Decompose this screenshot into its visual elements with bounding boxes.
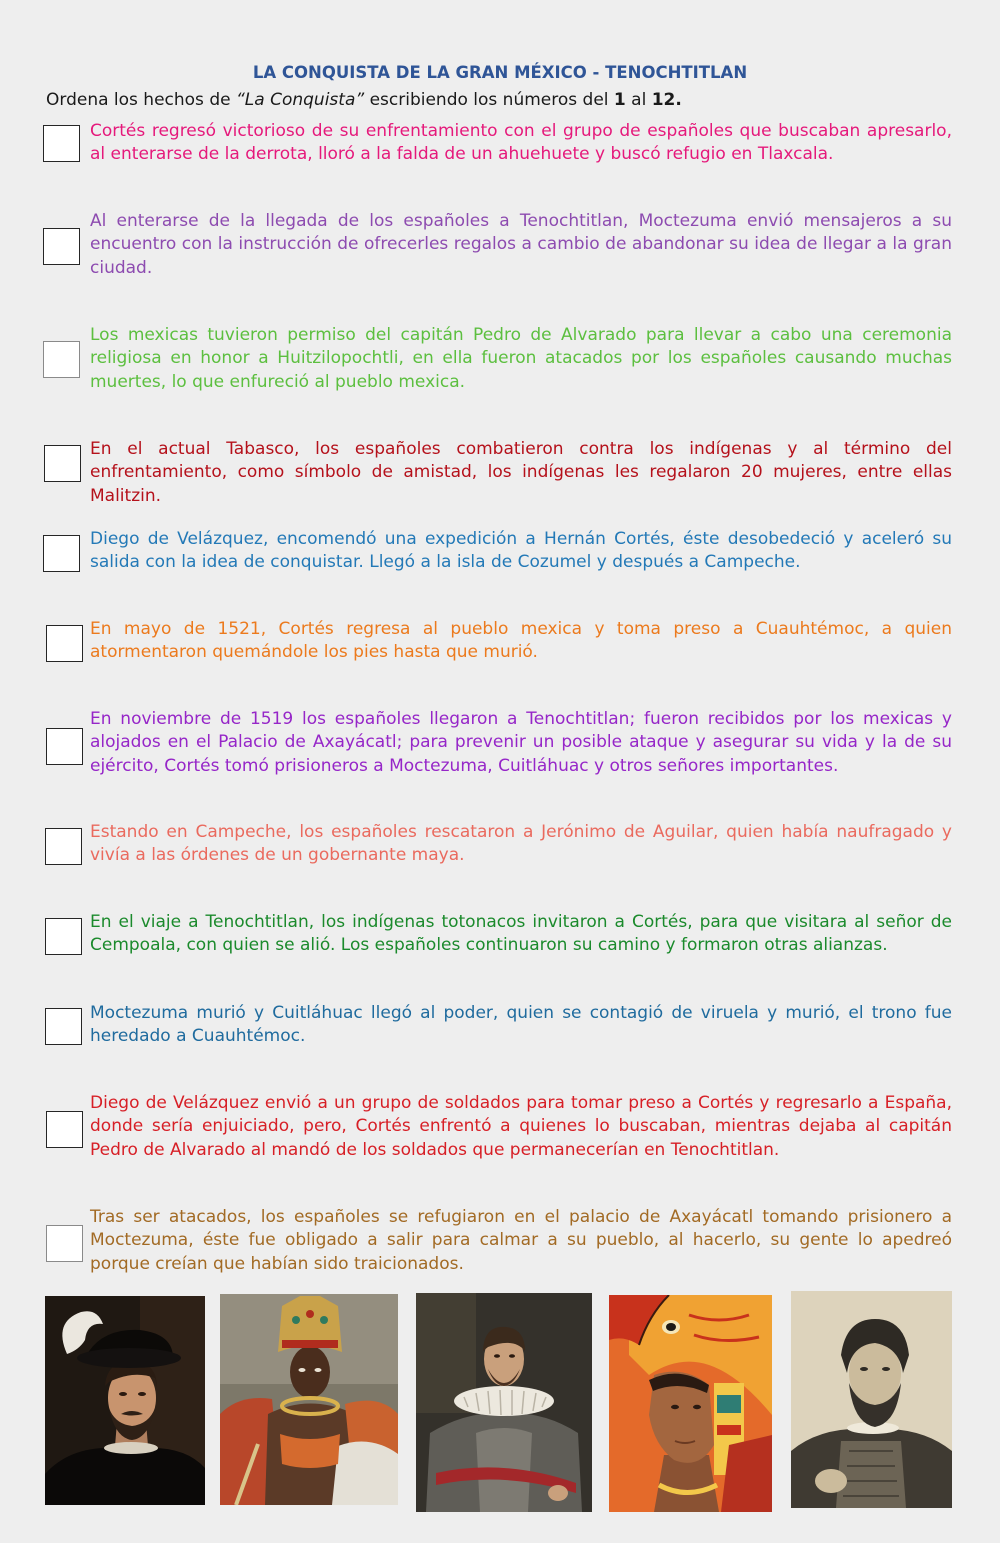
instruction-text xyxy=(46,88,682,112)
portrait-eye xyxy=(882,1367,890,1371)
worksheet-title: LA CONQUISTA DE LA GRAN MÉXICO - TENOCHTITLAN xyxy=(252,63,748,82)
event-text: En mayo de 1521, Cortés regresa al pueblo mexica y toma preso a Cuauhtémoc, a quien atormentaron quemándole los pies hasta que murió. xyxy=(90,619,952,663)
order-number-input[interactable] xyxy=(43,125,80,162)
portrait-eye xyxy=(693,1405,701,1409)
portrait-ornament-teal xyxy=(717,1395,741,1413)
order-number-input[interactable] xyxy=(45,918,82,955)
order-number-input[interactable] xyxy=(45,1008,82,1045)
portrait-hand xyxy=(548,1485,568,1501)
order-number-input[interactable] xyxy=(46,1111,83,1148)
event-text: Cortés regresó victorioso de su enfrentamiento con el grupo de españoles que buscaban apresarlo, al enterarse de la derrota, lloró a la falda de un ahuehuete y buscó refugio en Tlaxcala. xyxy=(90,121,952,165)
instruction-part: Ordena los hechos de xyxy=(46,90,236,110)
order-number-input[interactable] xyxy=(43,228,80,265)
order-number-input[interactable] xyxy=(46,728,83,765)
portrait-headdress-jewel xyxy=(320,1316,328,1324)
event-text: En el actual Tabasco, los españoles combatieron contra los indígenas y al término del enfrentamiento, como símbolo de amistad, los indígenas les regalaron 20 mujeres, entre ellas Malitzin. xyxy=(90,439,952,506)
instruction-italic: “La Conquista” xyxy=(235,90,365,110)
portrait-feathers xyxy=(332,1442,398,1506)
order-number-input[interactable] xyxy=(46,625,83,662)
event-text: Los mexicas tuvieron permiso del capitán Pedro de Alvarado para llevar a cabo una ceremonia religiosa en honor a Huitzilopochtli, en ella fueron atacados por los españoles causando muchas muertes, lo que enfureció al pueblo mexica. xyxy=(90,325,952,392)
portrait-hand xyxy=(815,1469,847,1493)
portrait-neck xyxy=(654,1455,719,1512)
portrait-image-1 xyxy=(45,1296,205,1505)
event-text: Tras ser atacados, los españoles se refugiaron en el palacio de Axayácatl tomando prisionero a Moctezuma, éste fue obligado a salir para calmar a su pueblo, al hacerlo, su gente lo apedreó porque creían que habían sido traicionados. xyxy=(90,1207,952,1274)
portrait-image-5 xyxy=(791,1291,952,1508)
instruction-part: al xyxy=(625,90,652,110)
portrait-headband xyxy=(282,1340,338,1348)
portrait-eye xyxy=(860,1367,868,1371)
portrait-image-4 xyxy=(609,1295,772,1512)
portrait-eye xyxy=(671,1405,679,1409)
portrait-eye xyxy=(315,1368,322,1372)
portrait-eye xyxy=(509,1354,515,1358)
portrait-ornament-red xyxy=(717,1425,741,1435)
order-number-input[interactable] xyxy=(45,828,82,865)
portrait-image-2 xyxy=(220,1294,398,1505)
portrait-eye xyxy=(119,1392,127,1396)
event-text: En noviembre de 1519 los españoles llegaron a Tenochtitlan; fueron recibidos por los mexicas y alojados en el Palacio de Axayácatl; para prevenir un posible ataque y asegurar su vida y la de su ejército, Cortés tomó prisioneros a Moctezuma, Cuitláhuac y otros señores importantes. xyxy=(90,709,952,776)
order-number-input[interactable] xyxy=(46,1225,83,1262)
instruction-part: escribiendo los números del xyxy=(364,90,614,110)
event-text: Estando en Campeche, los españoles rescataron a Jerónimo de Aguilar, quien había naufragado y vivía a las órdenes de un gobernante maya. xyxy=(90,822,952,866)
portrait-loincloth xyxy=(280,1434,340,1468)
order-number-input[interactable] xyxy=(44,445,81,482)
order-number-input[interactable] xyxy=(43,341,80,378)
portrait-eye xyxy=(494,1354,500,1358)
event-text: Al enterarse de la llegada de los españoles a Tenochtitlan, Moctezuma envió mensajeros a su encuentro con la instrucción de ofrecerles regalos a cambio de abandonar su idea de llegar a la gran ciudad. xyxy=(90,211,952,278)
portrait-face xyxy=(290,1346,330,1398)
portrait-body xyxy=(45,1448,205,1505)
instruction-bold-number: 12. xyxy=(651,90,682,110)
portrait-hat-brim xyxy=(77,1348,181,1368)
event-text: En el viaje a Tenochtitlan, los indígenas totonacos invitaron a Cortés, para que visitara al señor de Cempoala, con quien se alió. Los españoles continuaron su camino y formaron otras alianzas. xyxy=(90,912,952,956)
portrait-image-3 xyxy=(416,1293,592,1512)
event-text: Moctezuma murió y Cuitláhuac llegó al poder, quien se contagió de viruela y murió, el trono fue heredado a Cuauhtémoc. xyxy=(90,1003,952,1047)
portrait-collar xyxy=(104,1442,158,1454)
event-text: Diego de Velázquez, encomendó una expedición a Hernán Cortés, éste desobedeció y aceleró su salida con la idea de conquistar. Llegó a la isla de Cozumel y después a Campeche. xyxy=(90,529,952,573)
portrait-headdress-jewel xyxy=(292,1316,300,1324)
instruction-bold-number: 1 xyxy=(613,90,626,110)
portrait-ruff xyxy=(454,1386,554,1416)
portrait-eye xyxy=(299,1368,306,1372)
portrait-headdress-jewel xyxy=(306,1310,314,1318)
order-number-input[interactable] xyxy=(43,535,80,572)
portrait-eye xyxy=(138,1392,146,1396)
event-text: Diego de Velázquez envió a un grupo de soldados para tomar preso a Cortés y regresarlo a España, donde sería enjuiciado, pero, Cortés enfrentó a quienes lo buscaban, mientras dejaba al capitán Pedro de Alvarado al mandó de los soldados que permanecerían en Tenochtitlan. xyxy=(90,1093,952,1160)
portrait-eagle-eye xyxy=(666,1323,676,1331)
